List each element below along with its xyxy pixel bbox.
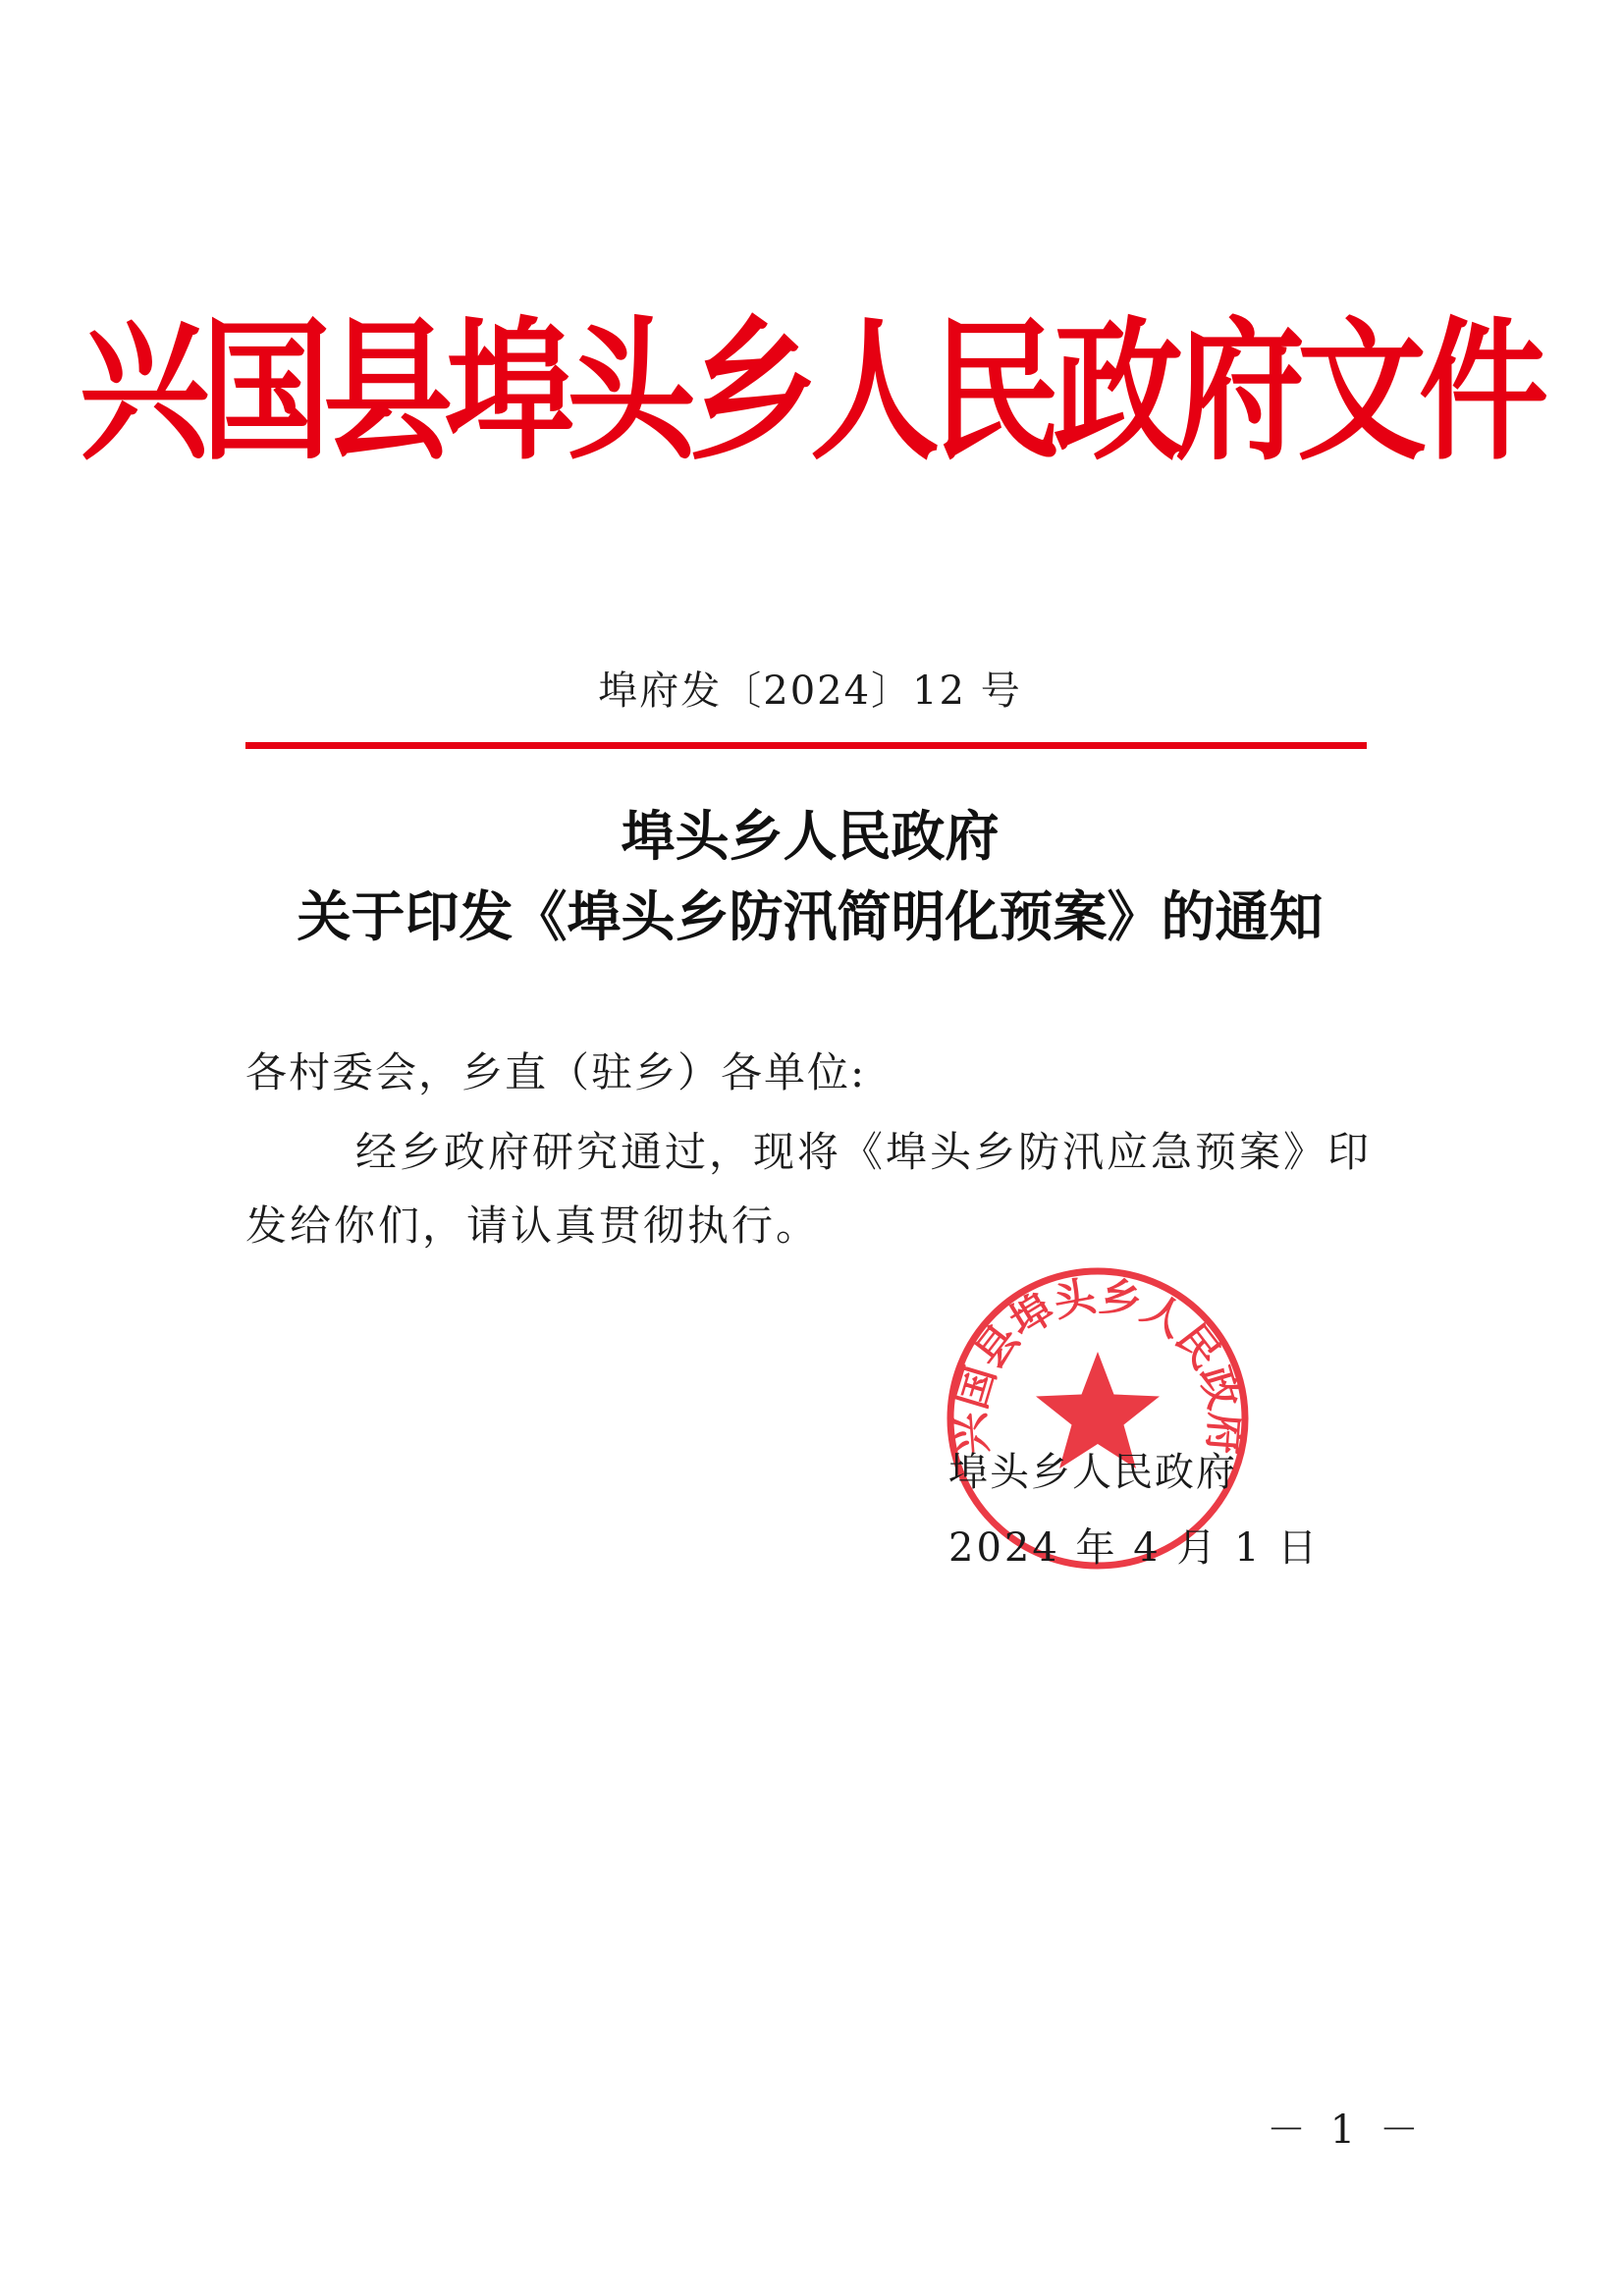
document-number: 埠府发〔2024〕12 号: [598, 668, 1022, 714]
red-divider: [245, 742, 1367, 749]
notice-title-line-2: 关于印发《埠头乡防汛简明化预案》的通知: [297, 884, 1324, 948]
signature-date: 2024 年 4 月 1 日: [948, 1525, 1321, 1571]
signature-organization: 埠头乡人民政府: [948, 1450, 1237, 1495]
notice-title-line-1: 埠头乡人民政府: [621, 804, 1000, 868]
body-paragraph-line-2: 发给你们，请认真贯彻执行。: [245, 1201, 821, 1250]
body-paragraph-line-1: 经乡政府研究通过，现将《埠头乡防汛应急预案》印: [355, 1128, 1373, 1176]
seal-text: 兴国县埠头乡人民政府: [945, 1271, 1251, 1456]
page-number: － 1 －: [1267, 2108, 1425, 2153]
masthead-title: 兴国县埠头乡人民政府文件: [80, 301, 1541, 482]
salutation: 各村委会，乡直（驻乡）各单位:: [245, 1048, 867, 1096]
